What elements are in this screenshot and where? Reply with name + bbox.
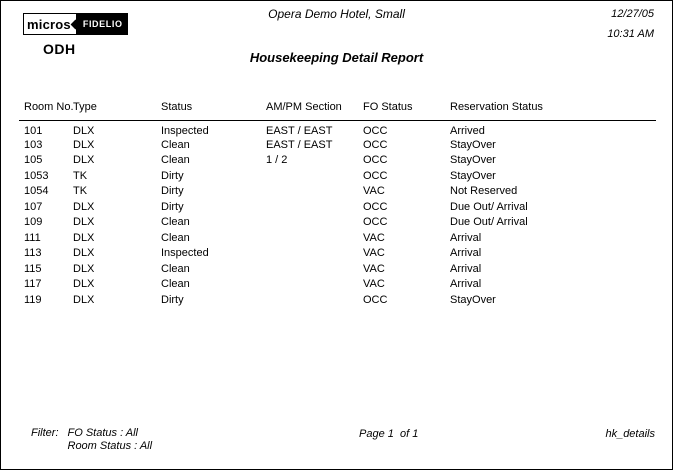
column-header-fo-status: FO Status [363,99,450,121]
table-cell: VAC [363,278,385,291]
table-cell: StayOver [450,154,496,167]
table-row [19,230,656,246]
table-cell: DLX [73,125,95,137]
table-cell: DLX [73,154,95,167]
column-header-status: Status [161,99,266,121]
table-cell: Inspected [161,125,209,137]
table-cell: Dirty [161,185,184,198]
table-cell: 115 [24,262,42,275]
report-time: 10:31 AM [607,28,654,40]
table-cell: DLX [73,200,95,213]
table-cell [266,246,363,262]
table-cell: OCC [363,216,388,229]
table-row [19,199,656,215]
table-cell [266,168,363,184]
table-cell: EAST / EAST [266,125,333,137]
table-row [19,168,656,184]
table-cell: Inspected [161,247,209,260]
table-cell [266,199,363,215]
table-cell: StayOver [450,138,496,151]
page-title: Housekeeping Detail Report [249,50,424,65]
table-cell: TK [73,185,88,198]
report-date: 12/27/05 [611,8,654,20]
table-cell: 1 / 2 [266,154,288,167]
table-cell [266,277,363,293]
table-cell: Clean [161,278,190,291]
table-cell: 1054 [24,185,49,198]
table-header [19,99,656,121]
table-cell [266,292,363,308]
table-cell: 117 [24,278,42,291]
table-row [19,121,656,138]
table-cell: TK [73,169,88,182]
table-cell: 111 [24,231,41,244]
table-cell [266,215,363,231]
table-cell: DLX [73,247,95,260]
table-row [19,277,656,293]
table-cell: OCC [363,125,388,137]
table-cell: OCC [363,200,388,213]
filter-line-fo-status: FO Status : All [67,427,139,439]
property-code: ODH [43,41,76,57]
table-row [19,261,656,277]
filter-info [31,427,152,453]
table-row [19,184,656,200]
table-cell: OCC [363,169,388,182]
table-cell: Arrival [450,262,482,275]
table-cell: 105 [24,154,43,167]
table-cell: 1053 [24,169,49,182]
table-cell: DLX [73,262,95,275]
table-cell: VAC [363,262,385,275]
table-cell: StayOver [450,169,496,182]
table-cell: DLX [73,231,95,244]
table-cell: OCC [363,154,388,167]
table-cell: Arrival [450,247,482,260]
housekeeping-detail-table [19,99,656,308]
table-cell: 103 [24,138,43,151]
table-cell: Arrival [450,278,482,291]
table-cell: Clean [161,138,190,151]
filter-label: Filter: [31,427,59,439]
table-cell: EAST / EAST [266,138,333,151]
table-cell: VAC [363,185,385,198]
table-cell: Arrived [450,125,485,137]
table-cell: OCC [363,138,388,151]
table-row [19,292,656,308]
table-row [19,246,656,262]
table-cell: 113 [24,247,42,260]
table-cell: Dirty [161,293,184,306]
table-row [19,137,656,153]
table-cell: Clean [161,154,190,167]
hotel-name: Opera Demo Hotel, Small [268,7,405,21]
table-cell: Due Out/ Arrival [450,200,528,213]
table-cell: Clean [161,262,190,275]
table-cell: VAC [363,247,385,260]
table-cell: Due Out/ Arrival [450,216,528,229]
filter-line-room-status: Room Status : All [67,440,153,452]
column-header-type: Type [73,99,161,121]
table-cell: VAC [363,231,385,244]
logo-fidelio-text: FIDELIO [76,14,127,34]
table-cell: Arrival [450,231,482,244]
table-cell: Clean [161,231,190,244]
table-cell: DLX [73,278,95,291]
table-cell: DLX [73,216,95,229]
table-cell: Dirty [161,200,184,213]
table-cell [266,230,363,246]
table-cell: 109 [24,216,43,229]
table-cell [266,184,363,200]
page-number: Page 1 of 1 [359,428,419,440]
filter-lines [68,427,153,453]
table-cell: StayOver [450,293,496,306]
table-cell: 107 [24,200,43,213]
table-cell [266,261,363,277]
table-body [19,121,656,308]
table-cell: Clean [161,216,190,229]
table-row [19,153,656,169]
table-cell: 101 [24,125,43,137]
column-header-ampm-section: AM/PM Section [266,99,363,121]
logo-micros-text: micros [24,14,72,34]
report-id: hk_details [605,428,655,440]
column-header-room-no: Room No. [19,99,73,121]
table-cell: 119 [24,293,42,306]
table-cell: DLX [73,138,95,151]
column-header-reservation-status: Reservation Status [450,99,656,121]
table-cell: Dirty [161,169,184,182]
table-cell: DLX [73,293,95,306]
table-cell: OCC [363,293,388,306]
table-row [19,215,656,231]
table-cell: Not Reserved [450,185,518,198]
